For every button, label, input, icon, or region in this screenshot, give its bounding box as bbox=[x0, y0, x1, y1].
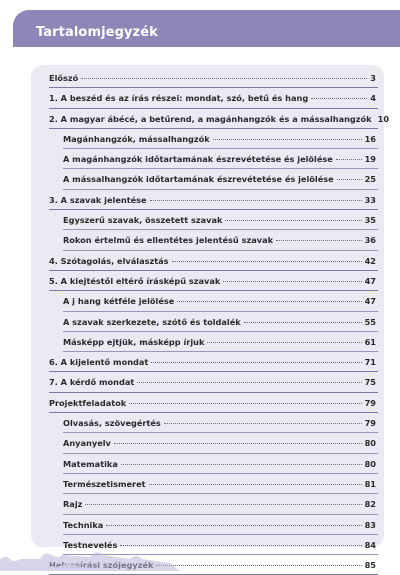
toc-chapter-row[interactable] bbox=[49, 271, 378, 291]
toc-page-number: 71 bbox=[364, 357, 376, 368]
toc-page-number: 4 bbox=[370, 93, 376, 104]
toc-entry-label: Rajz bbox=[63, 499, 83, 510]
toc-entry-label: Természetismeret bbox=[63, 478, 146, 489]
toc-entry-label: Olvasás, szövegértés bbox=[63, 418, 161, 429]
toc-chapter-row[interactable] bbox=[49, 352, 378, 372]
toc-page-number: 83 bbox=[364, 519, 376, 530]
toc-entry-label: 2. A magyar ábécé, a betűrend, a magánhangzók és a mássalhangzók bbox=[49, 113, 372, 124]
toc-entry-label: 7. A kérdő mondat bbox=[49, 377, 135, 388]
toc-entry-label: Rokon értelmű és ellentétes jelentésű szavak bbox=[63, 235, 274, 246]
dot-leader bbox=[85, 504, 361, 505]
toc-entry-label: 3. A szavak jelentése bbox=[49, 194, 147, 205]
toc-entry-label: Projektfeladatok bbox=[49, 397, 127, 408]
dot-leader bbox=[207, 342, 361, 343]
dot-leader bbox=[225, 220, 361, 221]
toc-section-row[interactable] bbox=[49, 149, 378, 169]
toc-page-number: 84 bbox=[364, 539, 376, 550]
toc-entry-label: Egyszerű szavak, összetett szavak bbox=[63, 215, 223, 226]
toc-entry-label: A magánhangzók időtartamának észrevétetése és jelölése bbox=[63, 154, 333, 165]
toc-entry-label: 1. A beszéd és az írás részei: mondat, szó, betű és hang bbox=[49, 93, 309, 104]
toc-page-number: 10 bbox=[377, 113, 390, 124]
dot-leader bbox=[164, 423, 362, 424]
header-bar bbox=[13, 10, 400, 47]
toc-page-number: 61 bbox=[364, 336, 376, 347]
toc-page-number: 80 bbox=[364, 438, 376, 449]
toc-chapter-row[interactable] bbox=[49, 109, 390, 129]
dot-leader bbox=[137, 382, 361, 383]
toc-page-number: 33 bbox=[364, 194, 376, 205]
toc-page-number: 55 bbox=[364, 316, 376, 327]
toc-page-number: 85 bbox=[364, 560, 376, 571]
toc-chapter-row[interactable] bbox=[49, 251, 378, 271]
toc-chapter-row[interactable] bbox=[49, 372, 378, 392]
dot-leader bbox=[121, 464, 362, 465]
toc-entry-label: A mássalhangzók időtartamának észrevétetése és jelölése bbox=[63, 174, 334, 185]
toc-section-row[interactable] bbox=[49, 129, 378, 149]
toc-entry-label: A j hang kétféle jelölése bbox=[63, 296, 175, 307]
puzzle-decoration-icon bbox=[0, 545, 180, 571]
toc-section-row[interactable] bbox=[49, 291, 378, 311]
toc-entry-label: Technika bbox=[63, 519, 104, 530]
page-title: Tartalomjegyzék bbox=[36, 25, 158, 40]
dot-leader bbox=[213, 139, 362, 140]
toc-page-number: 81 bbox=[364, 478, 376, 489]
toc-section-row[interactable] bbox=[49, 454, 378, 474]
dot-leader bbox=[336, 159, 362, 160]
toc-section-row[interactable] bbox=[49, 312, 378, 332]
toc-page-number: 79 bbox=[364, 418, 376, 429]
toc-entry-label: Másképp ejtjük, másképp írjuk bbox=[63, 336, 205, 347]
dot-leader bbox=[244, 322, 362, 323]
toc-page-number: 25 bbox=[364, 174, 376, 185]
dot-leader bbox=[337, 179, 362, 180]
toc-page-number: 16 bbox=[364, 133, 376, 144]
dot-leader bbox=[129, 403, 361, 404]
toc-entry-label: 6. A kijelentő mondat bbox=[49, 357, 149, 368]
toc-entry-label: 4. Szótagolás, elválasztás bbox=[49, 255, 169, 266]
toc-page-number: 82 bbox=[364, 499, 376, 510]
toc-entry-label: Magánhangzók, mássalhangzók bbox=[63, 133, 210, 144]
dot-leader bbox=[276, 240, 362, 241]
toc-page-number: 47 bbox=[364, 275, 376, 286]
toc-section-row[interactable] bbox=[49, 230, 378, 250]
toc-page-number: 75 bbox=[364, 377, 376, 388]
toc-entry-label: Testnevelés bbox=[63, 539, 118, 550]
toc-page-number: 80 bbox=[364, 458, 376, 469]
toc-entry-label: Előszó bbox=[49, 73, 79, 83]
toc-section-row[interactable] bbox=[49, 515, 378, 535]
dot-leader bbox=[106, 525, 361, 526]
toc-page-number: 3 bbox=[370, 73, 376, 83]
toc-chapter-row[interactable] bbox=[49, 190, 378, 210]
toc-entry-label: 5. A kiejtéstől eltérő írásképű szavak bbox=[49, 275, 221, 286]
dot-leader bbox=[151, 362, 361, 363]
dot-leader bbox=[156, 565, 361, 566]
dot-leader bbox=[223, 281, 361, 282]
toc-section-row[interactable] bbox=[49, 433, 378, 453]
toc-chapter-row[interactable] bbox=[49, 68, 378, 88]
dot-leader bbox=[150, 200, 362, 201]
toc-page-number: 35 bbox=[364, 215, 376, 226]
dot-leader bbox=[172, 261, 362, 262]
toc-entry-label: A szavak szerkezete, szótő és toldalék bbox=[63, 316, 241, 327]
table-of-contents bbox=[49, 68, 390, 575]
toc-chapter-row[interactable] bbox=[49, 88, 378, 108]
dot-leader bbox=[311, 98, 367, 99]
toc-section-row[interactable] bbox=[49, 210, 378, 230]
toc-page-number: 79 bbox=[364, 397, 376, 408]
dot-leader bbox=[114, 443, 362, 444]
dot-leader bbox=[177, 301, 361, 302]
toc-entry-label: Anyanyelv bbox=[63, 438, 111, 449]
toc-chapter-row[interactable] bbox=[49, 393, 378, 413]
toc-section-row[interactable] bbox=[49, 332, 378, 352]
toc-page-number: 36 bbox=[364, 235, 376, 246]
toc-page-number: 42 bbox=[364, 255, 376, 266]
toc-page-number: 47 bbox=[364, 296, 376, 307]
toc-section-row[interactable] bbox=[49, 413, 378, 433]
toc-entry-label: Matematika bbox=[63, 458, 118, 469]
dot-leader bbox=[149, 484, 362, 485]
toc-page-number: 19 bbox=[364, 154, 376, 165]
dot-leader bbox=[81, 78, 367, 79]
toc-section-row[interactable] bbox=[49, 169, 378, 189]
toc-section-row[interactable] bbox=[49, 494, 378, 514]
toc-section-row[interactable] bbox=[49, 474, 378, 494]
